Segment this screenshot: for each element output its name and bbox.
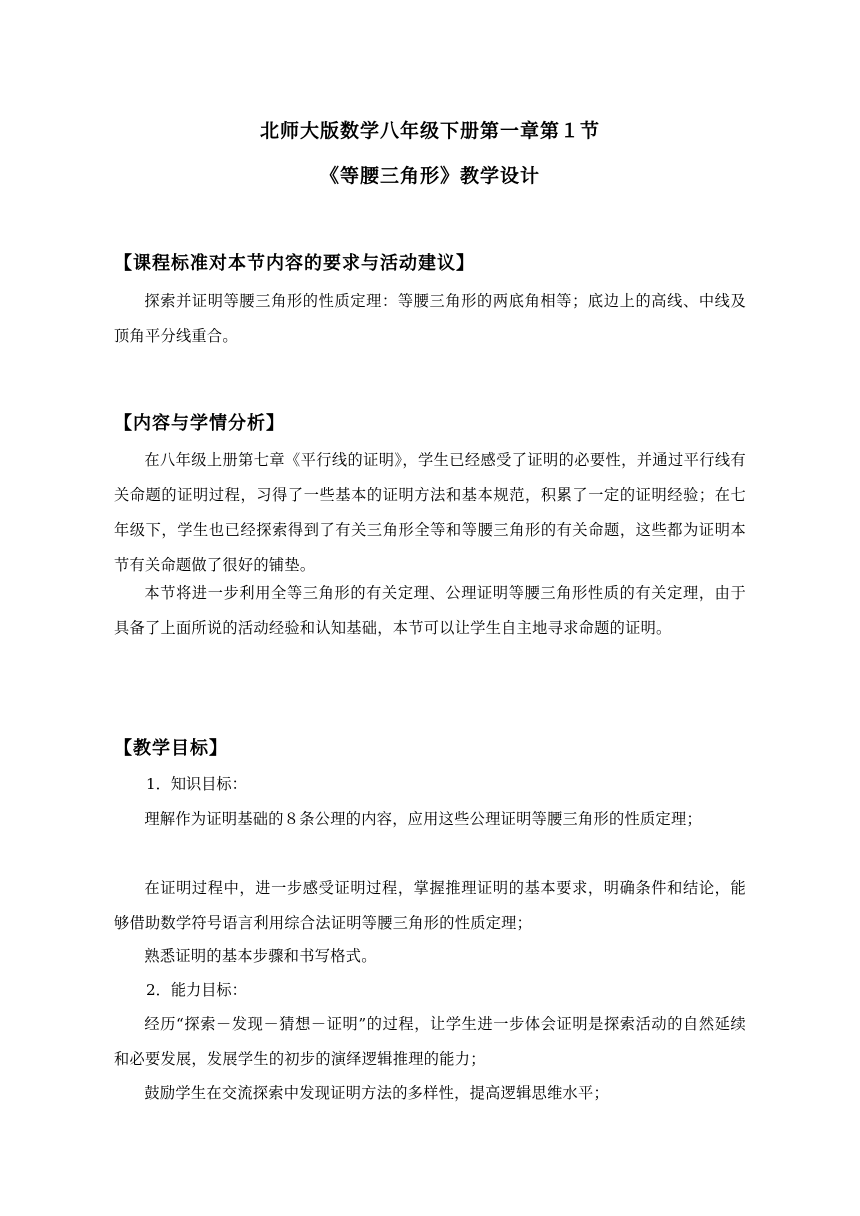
document-title: 北师大版数学八年级下册第一章第１节 bbox=[259, 120, 600, 142]
analysis-paragraph-2: 本节将进一步利用全等三角形的有关定理、公理证明等腰三角形性质的有关定理，由于具备了上面所说的活动经验和认知基础，本节可以让学生自主地寻求命题的证明。 bbox=[114, 584, 746, 637]
objective-paragraph-4: 经历“探索－发现－猜想－证明”的过程，让学生进一步体会证明是探索活动的自然延续和必要发展，发展学生的初步的演绎逻辑推理的能力； bbox=[114, 1015, 746, 1068]
curriculum-paragraph: 探索并证明等腰三角形的性质定理：等腰三角形的两底角相等；底边上的高线、中线及顶角平分线重合。 bbox=[114, 292, 746, 345]
objective-paragraph-1: 理解作为证明基础的８条公理的内容，应用这些公理证明等腰三角形的性质定理； bbox=[144, 810, 702, 828]
objective-item-knowledge: 1．知识目标： bbox=[146, 775, 247, 793]
document-subtitle: 《等腰三角形》教学设计 bbox=[319, 165, 540, 187]
objective-paragraph-3: 熟悉证明的基本步骤和书写格式。 bbox=[144, 947, 377, 965]
section-heading-objectives: 【教学目标】 bbox=[114, 738, 228, 759]
analysis-paragraph-1: 在八年级上册第七章《平行线的证明》，学生已经感受了证明的必要性，并通过平行线有关命题的证明过程，习得了一些基本的证明方法和基本规范，积累了一定的证明经验；在七年级下，学生也已经探索得到了有关三角形全等和等腰三角形的有关命题，这些都为证明本节有关命题做了很好的铺垫。 bbox=[114, 451, 746, 574]
section-heading-analysis: 【内容与学情分析】 bbox=[114, 413, 285, 434]
objective-paragraph-5: 鼓励学生在交流探索中发现证明方法的多样性，提高逻辑思维水平； bbox=[144, 1084, 610, 1102]
section-heading-curriculum: 【课程标准对本节内容的要求与活动建议】 bbox=[114, 253, 475, 274]
objective-paragraph-2: 在证明过程中，进一步感受证明过程，掌握推理证明的基本要求，明确条件和结论，能够借助数学符号语言利用综合法证明等腰三角形的性质定理； bbox=[114, 879, 746, 932]
objective-item-ability: 2．能力目标： bbox=[146, 981, 247, 999]
